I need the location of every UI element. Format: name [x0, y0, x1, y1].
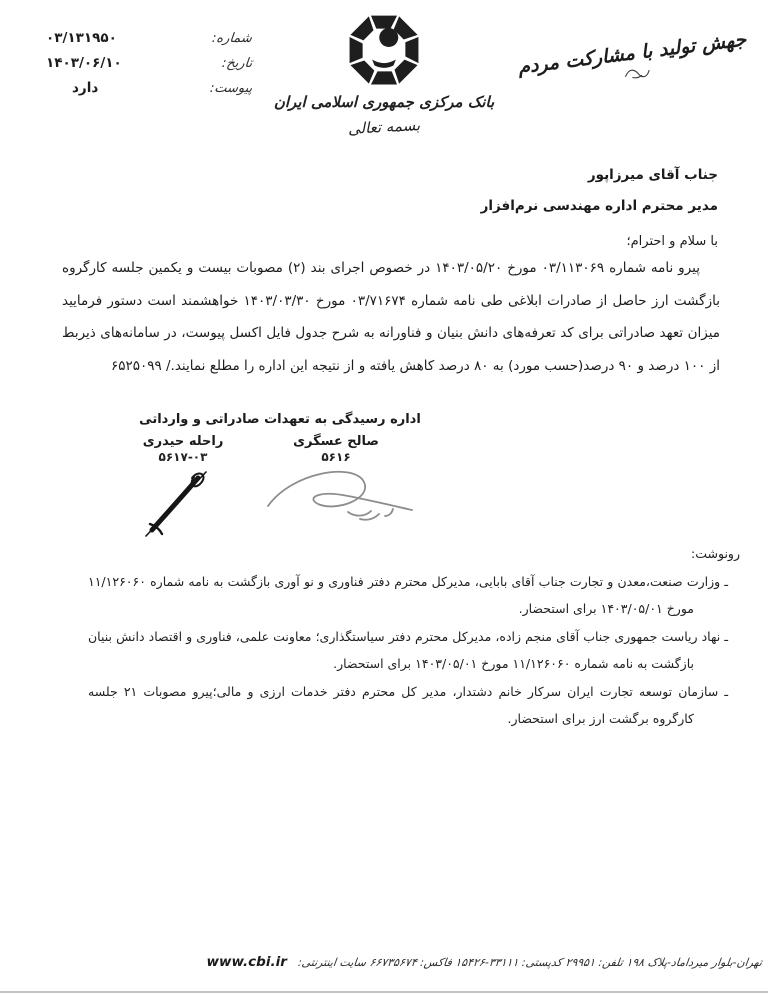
letter-body: پیرو نامه شماره ۰۳/۱۱۳۰۶۹ مورخ ۱۴۰۳/۰۵/۲۰ در خصوص اجرای بند (۲) مصوبات بیست و یکمین جلسه کارگروه بازگشت ارز حاصل از صادرات ابلاغی طی نامه شماره ۰۳/۷۱۶۷۴ مورخ ۱۴۰۳/۰۳/۳۰ خواهشمند است دستور فرمایید میزان تعهد صادراتی برای کد تعرفه‌های دانش بنیان و فناورانه به شرح جدول فایل اکسل پیوست، در سامانه‌های ذیربط از ۱۰۰ درصد و ۹۰ درصد(حسب مورد) به ۸۰ درصد کاهش یافته و از نتیجه این اداره را مطلع نمایند./ ۶۵۲۵۰۹۹: [62, 260, 720, 374]
signature-block: [100, 412, 460, 538]
footer-address: تهران-بلوار میرداماد-پلاک ۱۹۸ تلفن: ۲۹۹۵۱ کدپستی: ۳۳۱۱۱-۱۵۴۲۶ فاکس: ۶۶۷۳۵۶۷۴ سایت اینترنتی:: [297, 956, 763, 969]
recipient-name: جناب آقای میرزاپور: [587, 167, 718, 183]
recipient-title: مدیر محترم اداره مهندسی نرم‌افزار: [480, 198, 718, 214]
slogan-flourish-icon: [622, 65, 653, 81]
signers-row: [100, 434, 460, 538]
date-value: ۱۴۰۳/۰۶/۱۰: [46, 55, 122, 71]
meta-row-attachment: [46, 80, 252, 96]
signer-code: ۵۶۱۶: [321, 450, 351, 464]
bank-logo-block: [264, 12, 504, 136]
signer-name: صالح عسگری: [293, 434, 379, 449]
number-value: ۰۳/۱۳۱۹۵۰: [46, 30, 117, 46]
signer-name: راحله حیدری: [142, 434, 224, 449]
cc-item: ـ نهاد ریاست جمهوری جناب آقای منجم زاده، مدیرکل محترم دفتر سیاستگذاری؛ معاونت علمی، فناوری و اقتصاد دانش بنیان بازگشت به نامه شماره ۱۱/۱۲۶۰۶۰ مورخ ۱۴۰۳/۰۵/۰۱ برای استحضار.: [88, 629, 728, 671]
bottom-rule: [0, 991, 768, 993]
asgari-signature-icon: [252, 466, 420, 524]
heydari-signature-icon: [140, 466, 226, 538]
meta-row-date: [46, 55, 252, 71]
cbi-emblem-icon: [346, 12, 422, 88]
salutation: با سلام و احترام؛: [626, 234, 718, 249]
attachment-value: دارد: [72, 80, 99, 96]
cc-item: ـ وزارت صنعت،معدن و تجارت جناب آقای بابایی، مدیرکل محترم دفتر فناوری و نو آوری بازگشت به نامه شماره ۱۱/۱۲۶۰۶۰ مورخ ۱۴۰۳/۰۵/۰۱ برای استحضار.: [88, 574, 728, 616]
attachment-label: پیوست:: [208, 81, 253, 96]
signer-asgari: [252, 434, 420, 538]
year-slogan: [516, 28, 749, 97]
signer-heydari: [140, 434, 226, 538]
letter-meta: [46, 30, 252, 105]
signature-department: اداره رسیدگی به تعهدات صادراتی و وارداتی: [139, 412, 421, 427]
recipient-block: [481, 160, 718, 222]
date-label: تاریخ:: [220, 56, 253, 71]
number-label: شماره:: [211, 31, 253, 46]
meta-row-number: [46, 30, 252, 46]
cc-item: ـ سازمان توسعه تجارت ایران سرکار خانم دشتدار، مدیر کل محترم دفتر خدمات ارزی و مالی؛پیرو مصوبات ۲۱ جلسه کارگروه برگشت ارز برای استحضار.: [88, 684, 728, 726]
cc-label: رونوشت:: [691, 546, 740, 561]
org-name: بانک مرکزی جمهوری اسلامی ایران: [273, 93, 495, 111]
footer: [0, 951, 762, 970]
footer-website-link[interactable]: www.cbi.ir: [206, 954, 287, 970]
cc-block: [88, 541, 740, 733]
besmeleh: بسمه تعالی: [347, 116, 421, 138]
year-slogan-text: جهش تولید با مشارکت مردم: [516, 28, 748, 79]
signer-code: ۵۶۱۷-۰۳: [158, 450, 208, 464]
